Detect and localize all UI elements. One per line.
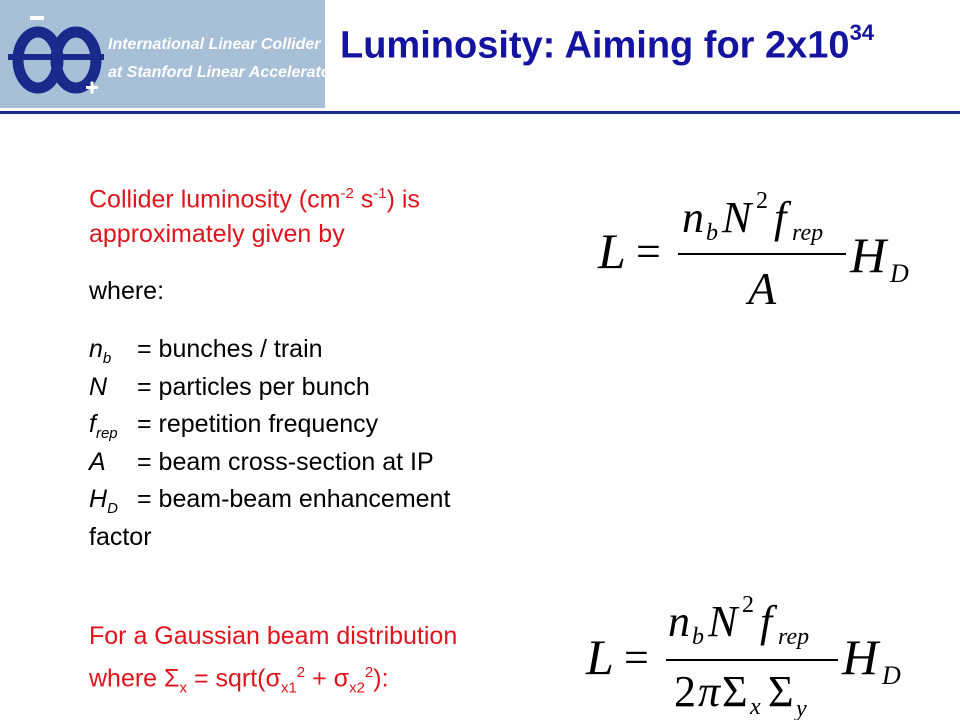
- formula-f: f: [760, 597, 773, 646]
- formula-sigma-x: Σ: [722, 667, 748, 716]
- intro-line-2: approximately given by: [89, 220, 345, 248]
- formula-b: b: [692, 624, 704, 650]
- intro-text-a: Collider luminosity (cm: [89, 185, 341, 214]
- formula-f: f: [774, 193, 787, 242]
- formula-sub-y: y: [796, 696, 807, 720]
- ee-logo-icon: [8, 10, 104, 98]
- definition-row: [89, 369, 370, 407]
- title-exponent: 34: [849, 20, 875, 45]
- formula-N: N: [708, 597, 738, 646]
- gaussian-line-1: For a Gaussian beam distribution: [89, 622, 458, 650]
- intro-text-c: ) is: [386, 185, 420, 214]
- header-divider: [0, 111, 960, 114]
- definition-symbol: $H_D$: [89, 485, 118, 517]
- formula-n: n: [668, 597, 690, 646]
- formula-N: N: [722, 193, 752, 242]
- gaussian-luminosity-formula: [582, 584, 922, 720]
- formula-sq: 2: [756, 188, 768, 214]
- definition-text: = beam cross-section at IP: [137, 447, 434, 476]
- definition-tail: factor: [89, 522, 152, 551]
- luminosity-formula: [590, 178, 930, 313]
- formula-lhs: L: [598, 223, 626, 279]
- slide-title: [340, 20, 875, 68]
- definition-row: [89, 406, 379, 444]
- header-logo: [0, 0, 392, 108]
- where-label: where:: [89, 277, 165, 305]
- definition-symbol: N: [89, 372, 108, 401]
- gaussian-line-2: where $\Sigma_x$ = $sqrt(\sigma_{x1}^2 + \sigma_{x2}^2)$:: [89, 664, 389, 697]
- formula-lhs: L: [586, 629, 614, 685]
- definition-list: [89, 331, 451, 556]
- definition-symbol: $f_{rep}$: [89, 410, 118, 442]
- formula-sub-x: x: [750, 694, 761, 720]
- intro-exp-2: -1: [373, 185, 387, 202]
- formula-rep: rep: [778, 624, 810, 650]
- formula-two: 2: [674, 667, 696, 716]
- formula-equals: =: [624, 633, 649, 682]
- definition-text: = bunches / train: [137, 335, 323, 363]
- definition-text: = repetition frequency: [137, 410, 379, 438]
- formula-sigma-y: Σ: [768, 667, 794, 716]
- logo-line-2: at Stanford Linear Accelerator Center: [108, 64, 392, 81]
- definition-text: = beam-beam enhancement: [137, 485, 451, 513]
- title-text: Luminosity: Aiming for 2x10: [340, 24, 850, 67]
- logo-line-1: International Linear Collider: [108, 36, 321, 53]
- formula-b: b: [706, 220, 718, 246]
- formula-A: A: [748, 263, 777, 313]
- formula-equals: =: [636, 227, 661, 276]
- definition-symbol: A: [89, 447, 106, 476]
- formula-pi: π: [698, 667, 721, 716]
- formula-D: D: [890, 259, 909, 288]
- intro-line-1: [89, 177, 420, 216]
- definition-row: [89, 331, 323, 369]
- formula-n: n: [682, 193, 704, 242]
- formula-rep: rep: [792, 220, 824, 246]
- definition-text: = particles per bunch: [137, 372, 370, 401]
- formula-D: D: [882, 661, 901, 690]
- formula-H: H: [842, 629, 879, 685]
- definition-symbol: $n_b$: [89, 335, 112, 367]
- formula-H: H: [850, 227, 887, 283]
- intro-text-b: s: [353, 185, 374, 214]
- definition-row: [89, 481, 451, 519]
- formula-sq: 2: [742, 592, 754, 618]
- intro-exp-1: -2: [340, 185, 354, 202]
- definition-row: [89, 444, 434, 482]
